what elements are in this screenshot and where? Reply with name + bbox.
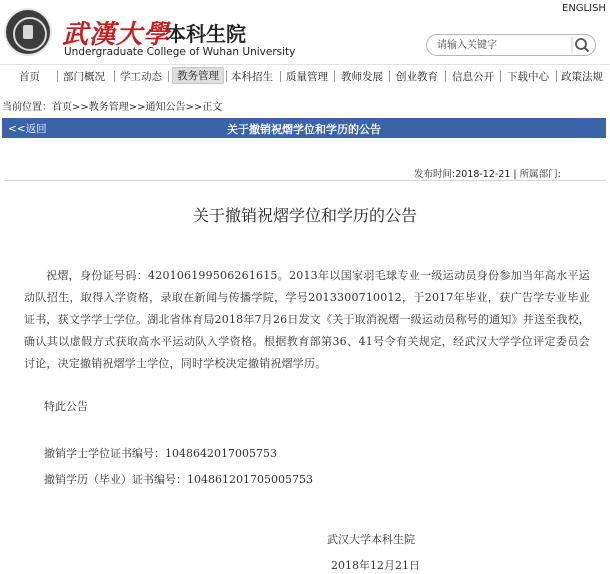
nav-item-disclosure[interactable]: 信息公开 — [452, 71, 494, 83]
site-header — [0, 0, 610, 64]
title-bar-heading: 关于撤销祝熠学位和学历的公告 — [227, 123, 381, 136]
breadcrumb-label: 当前位置： — [2, 102, 52, 113]
nav-item-student-affairs[interactable]: 学工动态 — [120, 71, 162, 83]
english-language-link[interactable]: ENGLISH — [562, 3, 606, 14]
search-input[interactable] — [437, 37, 557, 53]
nav-item-policies[interactable]: 政策法规 — [561, 71, 603, 83]
search-box — [426, 34, 596, 56]
nav-item-academic-affairs[interactable]: 教务管理 — [172, 67, 224, 84]
brand-college-name[interactable]: 本科生院 — [166, 22, 246, 46]
sign-date: 2018年12月21日 — [331, 559, 420, 572]
nav-item-faculty[interactable]: 教师发展 — [341, 71, 383, 83]
closing-line: 特此公告 — [44, 400, 88, 413]
nav-divider — [445, 71, 446, 82]
article-title: 关于撤销祝熠学位和学历的公告 — [192, 206, 417, 225]
brand-english-name: Undergraduate College of Wuhan University — [64, 46, 296, 58]
breadcrumb — [2, 98, 222, 113]
nav-item-quality[interactable]: 质量管理 — [286, 71, 328, 83]
nav-divider — [500, 71, 501, 82]
magnifier-icon[interactable] — [571, 36, 591, 54]
nav-divider — [556, 71, 557, 82]
nav-divider — [114, 71, 115, 82]
publish-meta: 发布时间:2018-12-21 | 所属部门: — [414, 169, 561, 180]
article-title-bar — [2, 118, 606, 138]
university-seal-icon[interactable] — [4, 8, 52, 56]
breadcrumb-path[interactable]: 首页>>教务管理>>通知公告>>正文 — [52, 102, 223, 113]
divider — [4, 180, 606, 181]
signer: 武汉大学本科生院 — [327, 533, 415, 546]
article-paragraph: 祝熠，身份证号码：420106199506261615。2013年以国家羽毛球专业一级运动员身份参加当年高水平运动队招生，取得入学资格，录取在新闻与传播学院，学号2013300710012，于2017年毕业，获广告学专业毕业证书，获文学学士学位。湖北省体育局2018年7月26日发文《关于取消祝熠一级运动员称号的通知》并送至我校，确认其以虚假方式获取高水平运动队入学资格。根据教育部第36、41号令有关规定，经武汉大学学位评定委员会讨论，决定撤销祝熠学士学位，同时学校决定撤销祝熠学历。 — [24, 269, 590, 370]
main-nav — [0, 64, 610, 85]
nav-item-home[interactable]: 首页 — [19, 71, 40, 83]
nav-divider — [389, 71, 390, 82]
degree-cert-line: 撤销学士学位证书编号：1048642017005753 — [44, 447, 277, 460]
nav-item-departments[interactable]: 部门概况 — [63, 71, 105, 83]
diploma-cert-line: 撤销学历（毕业）证书编号：104861201705005753 — [44, 473, 313, 486]
back-link[interactable]: <<返回 — [8, 123, 47, 135]
nav-divider — [57, 71, 58, 82]
nav-item-entrepreneurship[interactable]: 创业教育 — [396, 71, 438, 83]
nav-divider — [334, 71, 335, 82]
brand-chinese-name[interactable]: 武漢大學 — [62, 20, 171, 50]
nav-divider — [168, 71, 169, 82]
nav-item-downloads[interactable]: 下载中心 — [507, 71, 549, 83]
nav-divider — [280, 71, 281, 82]
nav-item-admissions[interactable]: 本科招生 — [231, 71, 273, 83]
nav-divider — [226, 71, 227, 82]
